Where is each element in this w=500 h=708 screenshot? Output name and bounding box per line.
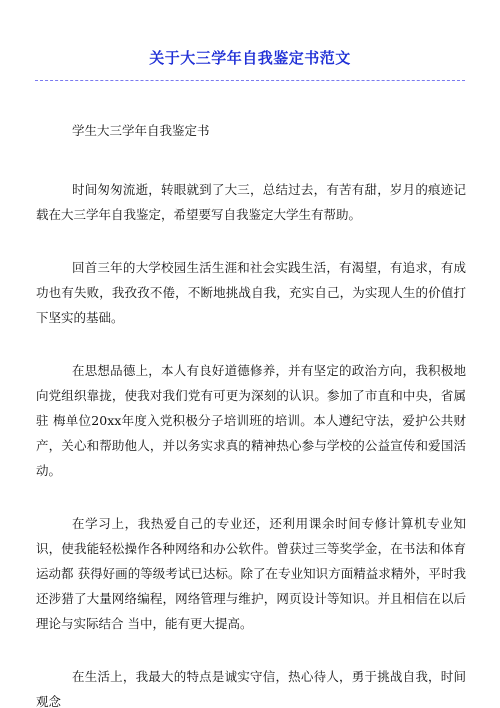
paragraph-study: 在学习上，我热爱自己的专业还，还利用课余时间专修计算机专业知识，使我能轻松操作各种网络和办公软件。曾获过三等奖学金，在书法和体育运动都 获得好画的等级考试已达标。除了在专业知识方面精益求精外，平时我还涉猎了大量网络编程，网络管理与维护，网页设计等知识。并且相信在以后理论与实际结合 当中，能有更大提高。 (36, 516, 466, 631)
document-body (36, 118, 466, 708)
paragraph-intro: 时间匆匆流逝，转眼就到了大三，总结过去，有苦有甜，岁月的痕迹记载在大三学年自我鉴定，希望要写自我鉴定大学生有帮助。 (36, 182, 466, 222)
paragraph-review: 回首三年的大学校园生活生涯和社会实践生活，有渴望，有追求，有成功也有失败，我孜孜不倦，不断地挑战自我，充实自己，为实现人生的价值打下坚实的基础。 (36, 260, 466, 325)
document-subtitle: 学生大三学年自我鉴定书 (72, 123, 210, 138)
paragraph-life: 在生活上，我最大的特点是诚实守信，热心待人，勇于挑战自我，时间观念 (36, 669, 466, 708)
paragraph-ideology: 在思想品德上，本人有良好道德修养，并有坚定的政治方向，我积极地向党组织靠拢，使我对我们党有可更为深刻的认识。参加了市直和中央，省属驻 梅单位20xx年度入党积极分子培训班的培训。本人遵纪守法，爱护公共财产，关心和帮助他人，并以务实求真的精神热心参与学校的公益宣传和爱国活动。 (36, 363, 466, 478)
document-title: 关于大三学年自我鉴定书范文 (149, 49, 351, 67)
title-divider (35, 80, 465, 81)
